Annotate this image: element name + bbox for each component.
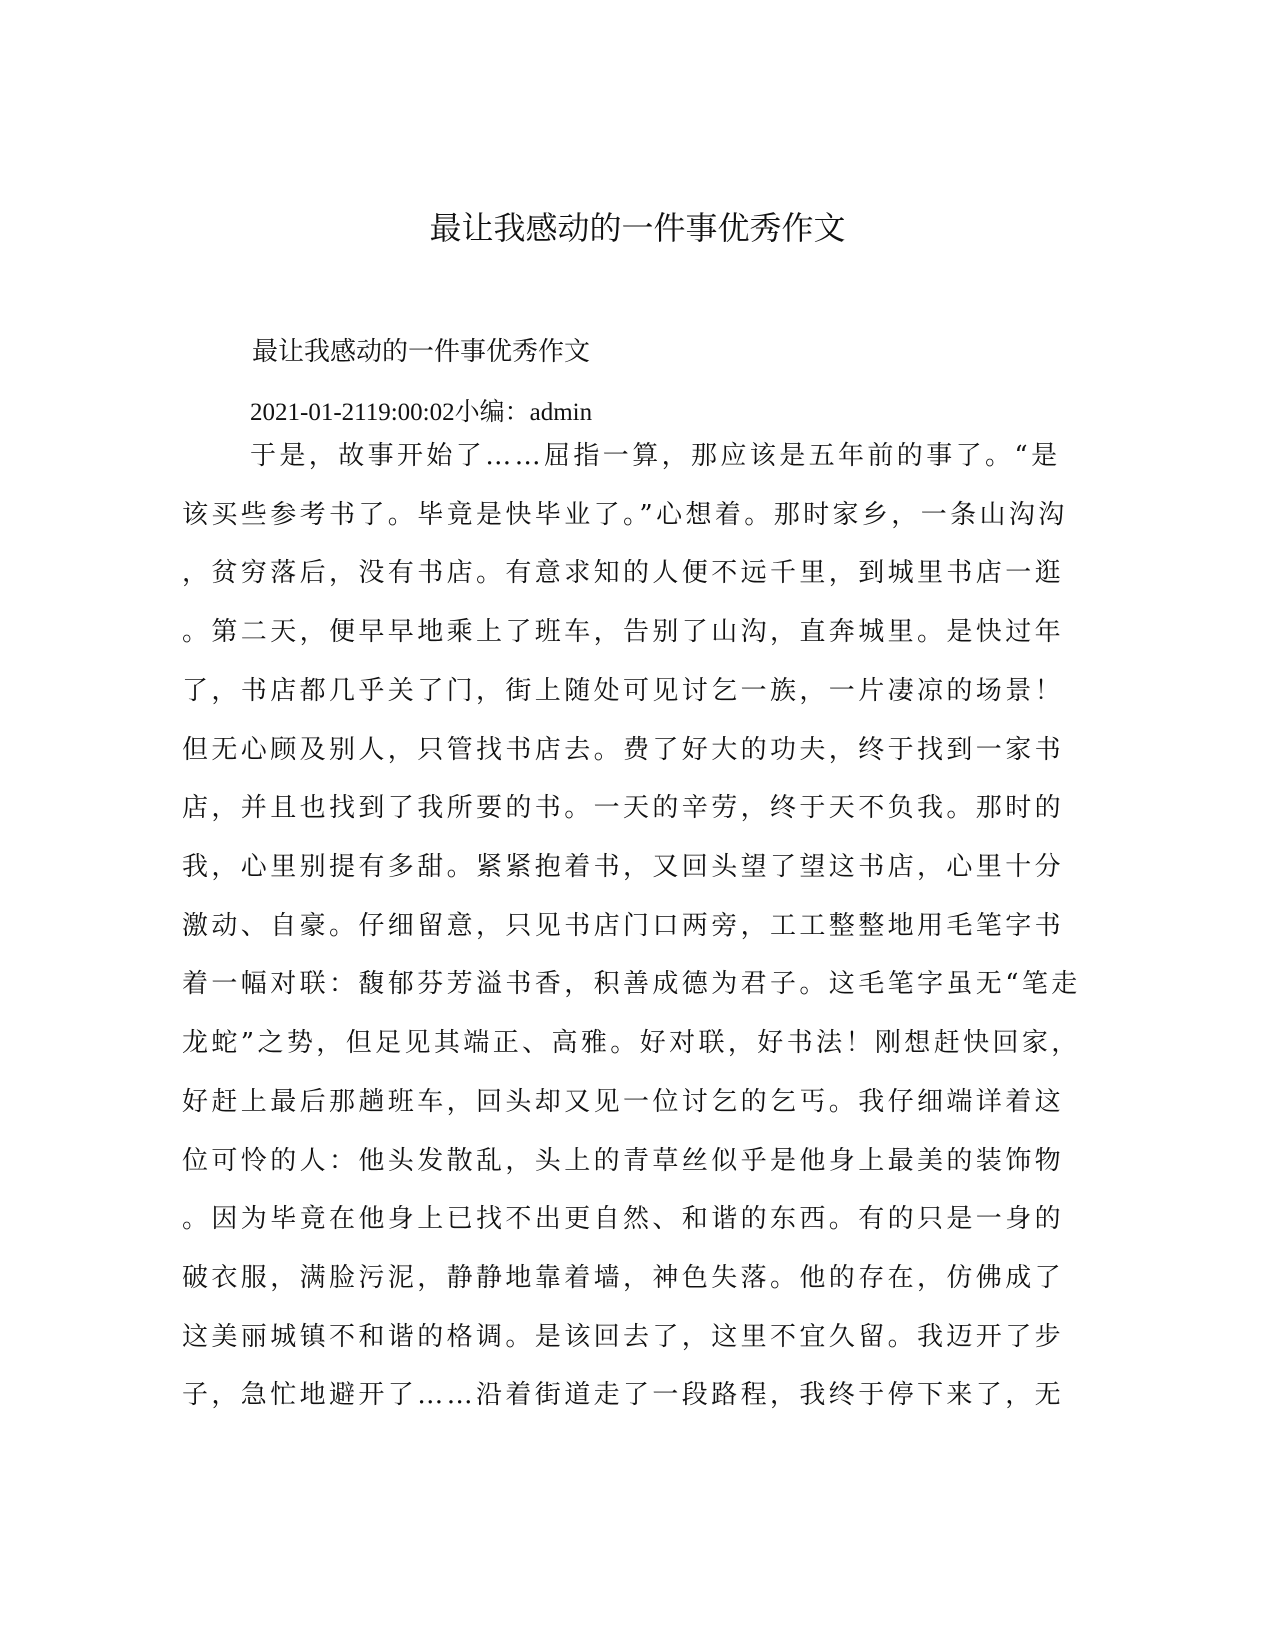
body-line: 。第二天，便早早地乘上了班车，告别了山沟，直奔城里。是快过年 (182, 617, 1065, 647)
body-line: 破衣服，满脸污泥，静静地靠着墙，神色失落。他的存在，仿佛成了 (182, 1263, 1065, 1293)
article-subtitle: 最让我感动的一件事优秀作文 (252, 337, 591, 367)
body-line: 了，书店都几乎关了门，街上随处可见讨乞一族，一片凄凉的场景！ (182, 676, 1065, 706)
body-line: 但无心顾及别人，只管找书店去。费了好大的功夫，终于找到一家书 (182, 735, 1065, 765)
meta-author: admin (529, 399, 593, 426)
meta-author-label: 小编： (454, 397, 530, 426)
body-line: 。因为毕竟在他身上已找不出更自然、和谐的东西。有的只是一身的 (182, 1204, 1065, 1234)
body-line: 于是，故事开始了……屈指一算，那应该是五年前的事了。“是 (250, 441, 1061, 471)
body-line: ，贫穷落后，没有书店。有意求知的人便不远千里，到城里书店一逛 (182, 558, 1065, 588)
body-line: 子，急忙地避开了……沿着街道走了一段路程，我终于停下来了，无 (182, 1380, 1065, 1410)
meta-datetime: 2021-01-2119:00:02 (250, 399, 455, 426)
body-line: 我，心里别提有多甜。紧紧抱着书，又回头望了望这书店，心里十分 (182, 852, 1065, 882)
body-line: 位可怜的人：他头发散乱，头上的青草丝似乎是他身上最美的装饰物 (182, 1146, 1065, 1176)
body-line: 店，并且也找到了我所要的书。一天的辛劳，终于天不负我。那时的 (182, 793, 1065, 823)
body-line: 龙蛇”之势，但足见其端正、高雅。好对联，好书法！刚想赶快回家， (182, 1028, 1081, 1058)
body-line: 激动、自豪。仔细留意，只见书店门口两旁，工工整整地用毛笔字书 (182, 911, 1065, 941)
body-line: 该买些参考书了。毕竟是快毕业了。”心想着。那时家乡，一条山沟沟 (182, 500, 1068, 530)
body-line: 这美丽城镇不和谐的格调。是该回去了，这里不宜久留。我迈开了步 (182, 1322, 1065, 1352)
body-line: 着一幅对联：馥郁芬芳溢书香，积善成德为君子。这毛笔字虽无“笔走 (182, 969, 1081, 999)
body-line: 好赶上最后那趟班车，回头却又见一位讨乞的乞丐。我仔细端详着这 (182, 1087, 1065, 1117)
document-title: 最让我感动的一件事优秀作文 (429, 209, 846, 247)
